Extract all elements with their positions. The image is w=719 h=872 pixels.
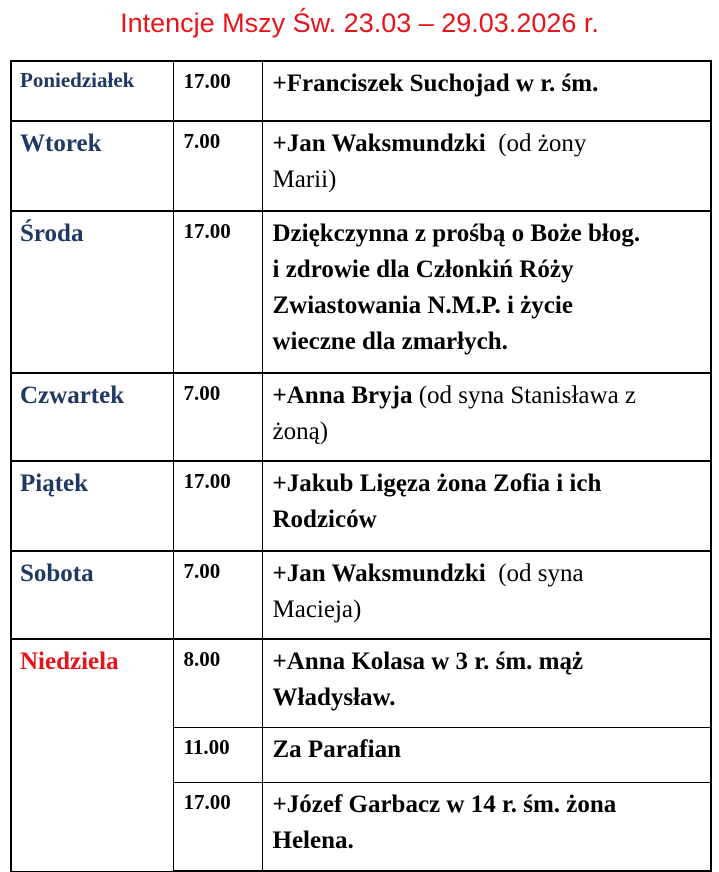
intention-cell: [262, 373, 711, 461]
time-cell: [173, 211, 262, 373]
time-cell: [173, 373, 262, 461]
day-cell: [11, 211, 173, 373]
intention-cell: [262, 551, 711, 639]
day-cell: [11, 61, 173, 121]
intention-cell: [262, 461, 711, 551]
time-cell: [173, 639, 262, 727]
mass-time: 7.00: [183, 129, 221, 153]
mass-time: 8.00: [183, 647, 221, 671]
table-row-monday: [11, 61, 711, 121]
time-cell: [173, 551, 262, 639]
table-row-wednesday: [11, 211, 711, 373]
time-cell: [173, 782, 262, 871]
intention-text: Za Parafian: [272, 735, 401, 763]
table-row-sunday-1: [11, 639, 711, 727]
day-name-sunday: Niedziela: [20, 648, 119, 675]
mass-time: 17.00: [183, 469, 231, 493]
mass-time: 7.00: [183, 381, 221, 405]
day-cell: [11, 121, 173, 211]
intention-cell: [262, 61, 711, 121]
table-row-tuesday: [11, 121, 711, 211]
intention-text: +Anna Bryja (od syna Stanisława z żoną): [272, 382, 637, 445]
intention-text: +Jakub Ligęza żona Zofia i ich Rodziców: [272, 470, 602, 533]
day-cell: [11, 373, 173, 461]
mass-time: 11.00: [183, 734, 230, 759]
mass-intentions-table: [10, 60, 712, 872]
mass-time: 7.00: [183, 559, 221, 583]
intention-text: +Józef Garbacz w 14 r. śm. żona Helena.: [272, 790, 617, 854]
intention-text: +Jan Waksmundzki (od syna Macieja): [272, 560, 584, 623]
intention-cell: [262, 211, 711, 373]
day-name-wednesday: Środa: [20, 220, 84, 247]
mass-time: 17.00: [183, 69, 231, 93]
day-name-tuesday: Wtorek: [20, 130, 102, 157]
time-cell: [173, 61, 262, 121]
intention-cell: [262, 639, 711, 727]
mass-time: 17.00: [183, 789, 231, 814]
table-row-saturday: [11, 551, 711, 639]
day-cell: [11, 551, 173, 639]
day-cell: [11, 639, 173, 871]
day-name-friday: Piątek: [20, 470, 89, 497]
intention-text: +Jan Waksmundzki (od żony Marii): [272, 130, 587, 193]
time-cell: [173, 461, 262, 551]
intention-text: Dziękczynna z prośbą o Boże błog. i zdrowie dla Członkiń Róży Zwiastowania N.M.P. i życie wieczne dla zmarłych.: [272, 220, 641, 355]
day-name-thursday: Czwartek: [20, 382, 125, 409]
table-row-friday: [11, 461, 711, 551]
table-row-thursday: [11, 373, 711, 461]
day-name-monday: Poniedziałek: [20, 68, 135, 92]
intention-text: +Anna Kolasa w 3 r. śm. mąż Władysław.: [272, 648, 584, 711]
intention-text: +Franciszek Suchojad w r. śm.: [272, 70, 599, 97]
time-cell: [173, 727, 262, 782]
intention-cell: [262, 727, 711, 782]
page-title: Intencje Mszy Św. 23.03 – 29.03.2026 r.: [120, 8, 599, 38]
mass-time: 17.00: [183, 219, 231, 243]
intention-cell: [262, 121, 711, 211]
time-cell: [173, 121, 262, 211]
intention-cell: [262, 782, 711, 871]
day-name-saturday: Sobota: [20, 560, 94, 587]
day-cell: [11, 461, 173, 551]
